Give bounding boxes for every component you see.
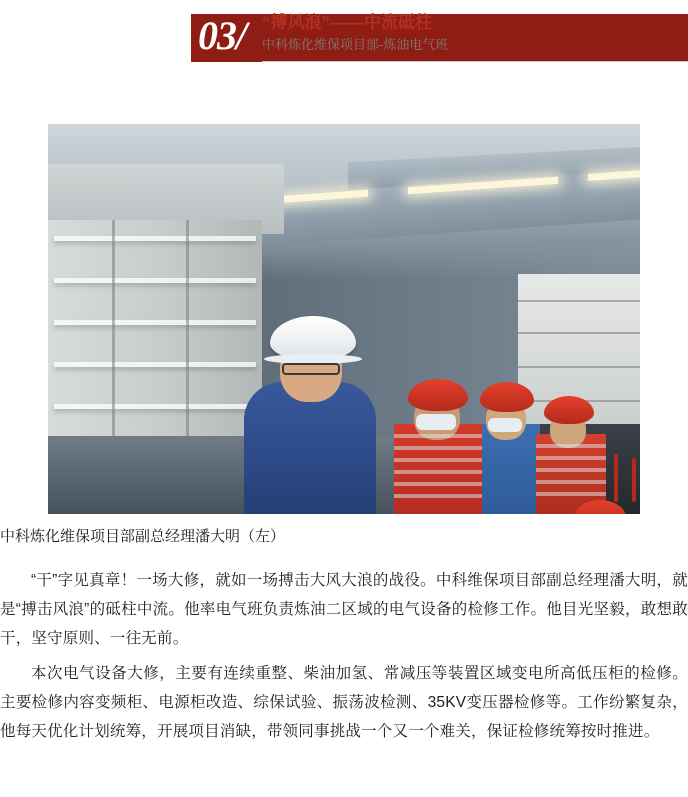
cabinet-shelf [54,404,256,409]
photo-caption: 中科炼化维保项目部副总经理潘大明（左） [0,528,286,545]
article-header [0,0,688,72]
cabinet-shelf [54,362,256,367]
face-mask-icon [416,414,456,430]
reflective-vest [394,434,482,504]
article-photo [48,124,640,514]
cabinet-shelf [518,366,640,368]
red-helmet-icon [408,379,468,411]
article-body [0,566,688,752]
reflective-vest [536,444,606,504]
red-helmet-icon [480,382,534,412]
page-title: “搏风浪”——中流砥柱 [262,13,432,32]
face-mask-icon [488,418,522,432]
red-cable-icon [632,458,636,502]
photo-scene [48,124,640,514]
cabinet-shelf [54,278,256,283]
cabinet-shelf [54,320,256,325]
paragraph-2: 本次电气设备大修，主要有连续重整、柴油加氢、常减压等装置区域变电所高低压柜的检修。主要检修内容变频柜、电源柜改造、综保试验、振荡波检测、35KV变压器检修等。工作纷繁复杂，他每天优化计划统筹，开展项目消缺，带领同事挑战一个又一个难关，保证检修统筹按时推进。 [0,665,688,740]
header-text-group [262,12,682,54]
paragraph-1: “干”字见真章！一场大修，就如一场搏击大风大浪的战役。中科维保项目部副总经理潘大明，就是“搏击风浪”的砥柱中流。他率电气班负责炼油二区域的电气设备的检修工作。他目光坚毅，敢想敢干，坚守原则、一往无前。 [0,572,688,647]
cabinet-shelf [518,300,640,302]
page-subtitle: 中科炼化维保项目部-炼油电气班 [262,37,449,52]
red-cable-icon [614,454,618,502]
red-helmet-icon [544,396,594,424]
cabinet-shelf [518,332,640,334]
section-number: 03/ [198,13,247,58]
header-divider [262,61,688,62]
eyeglasses-icon [282,363,340,375]
cabinet-shelf [54,236,256,241]
